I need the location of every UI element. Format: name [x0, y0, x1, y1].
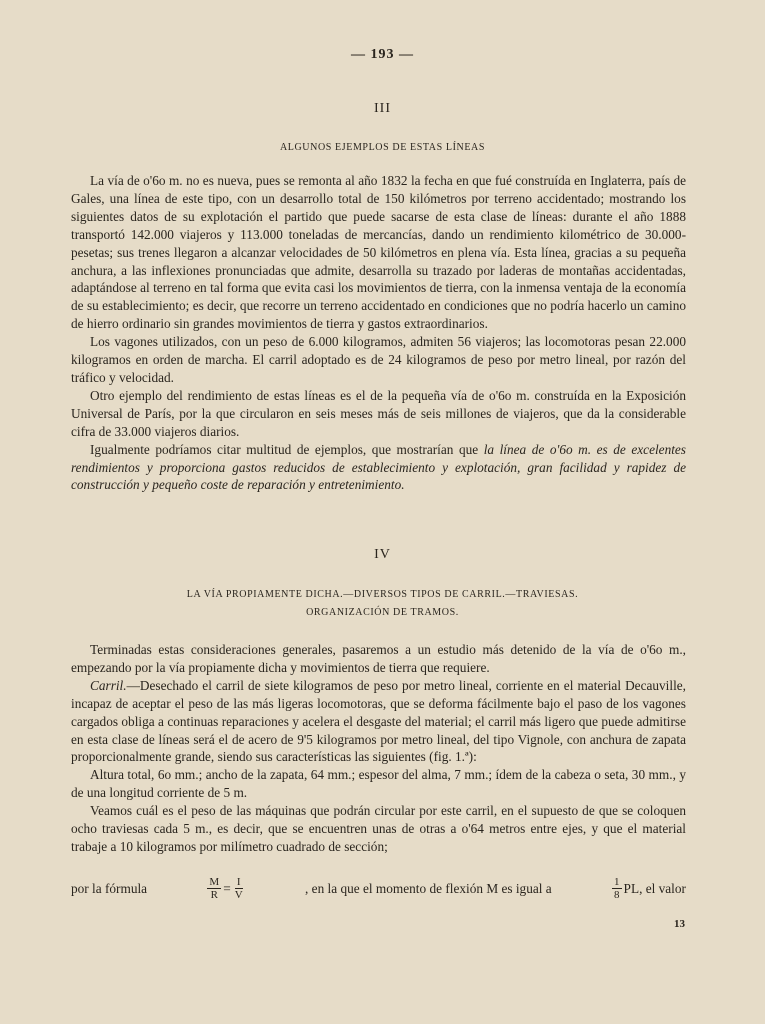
paragraph: Terminadas estas consideraciones generales, pasaremos a un estudio más detenido de la vía de o'6o m., empezando por la vía propiamente dicha y movimientos de tierra que requiere. — [71, 642, 686, 675]
formula-suffix: PL, el valor — [623, 880, 686, 896]
section-3-numeral: III — [374, 101, 391, 116]
paragraph: Otro ejemplo del rendimiento de estas líneas es el de la pequeña vía de o'6o m. construída en la Exposición Universal de París, por la que circularon en seis meses más de seis millones de viajeros, que da la considerable cifra de 33.000 viajeros diarios. — [71, 387, 686, 439]
fraction-numerator: M — [209, 876, 220, 888]
run-in-heading: Carril. — [90, 677, 127, 693]
formula-line — [71, 876, 686, 901]
fraction-denominator: R — [210, 889, 218, 901]
section-3-title — [0, 139, 765, 157]
formula-prefix: por la fórmula — [71, 880, 148, 896]
section-4-title-line1: LA VÍA PROPIAMENTE DICHA.—DIVERSOS TIPOS DE CARRIL.—TRAVIESAS. — [186, 589, 579, 600]
paragraph-text: Igualmente podríamos citar multitud de ejemplos, que mostrarían que — [90, 441, 484, 457]
fraction-denominator: V — [234, 889, 243, 901]
paragraph: La vía de o'6o m. no es nueva, pues se remonta al año 1832 la fecha en que fué construída en Inglaterra, país de Gales, una línea de este tipo, con un desarrollo total de 150 kilómetros por terreno accidentado; mostrando los siguientes datos de su explotación el partido que puede sacarse de esta clase de líneas: durante el año 1888 transportó 142.000 viajeros y 113.000 toneladas de mercancías, dando un rendimiento kilométrico de 30.000-pesetas; sus trenes llegaron a alcanzar velocidades de 50 kilómetros en plena vía. Esta línea, gracias a su pequeña anchura, a las inflexiones pronunciadas que admite, desarrolla su trazado por laderas de montañas accidentadas, adaptándose al terreno en tal forma que evita casi los movimientos de tierra, con la inmensa ventaja de la economía de su establecimiento; es decir, que recorre un terreno accidentado en condiciones que no podría hacerlo un camino de hierro ordinario sin grandes movimientos de tierra y gastos extraordinarios. — [71, 173, 686, 332]
section-4-title-line2: ORGANIZACIÓN DE TRAMOS. — [306, 607, 459, 618]
section-4-body — [71, 641, 686, 856]
fraction-m-over-r — [207, 876, 221, 901]
equals-sign: = — [223, 880, 231, 896]
paragraph — [71, 677, 686, 767]
fraction-one-eighth — [612, 876, 622, 901]
fraction-denominator: 8 — [614, 889, 620, 901]
paragraph: Los vagones utilizados, con un peso de 6.000 kilogramos, admiten 56 viajeros; las locomotoras pesan 22.000 kilogramos en orden de marcha. El carril adoptado es de 24 kilogramos de peso por metro lineal, por razón del tráfico y velocidad. — [71, 334, 686, 385]
signature-mark: 13 — [674, 918, 685, 930]
paragraph — [71, 441, 686, 495]
section-3-title-text: ALGUNOS EJEMPLOS DE ESTAS LÍNEAS — [279, 142, 486, 153]
section-4-numeral: IV — [374, 547, 391, 562]
fraction-i-over-v — [233, 876, 245, 901]
formula — [205, 876, 246, 901]
paragraph: Veamos cuál es el peso de las máquinas que podrán circular por este carril, en el supuesto de que se coloquen ocho traviesas cada 5 m., es decir, que se encuentren unas de otras a o'64 metros entre ejes, y que el material trabaje a 10 kilogramos por milímetro cuadrado de sección; — [71, 803, 686, 854]
section-4-title — [0, 586, 765, 622]
paragraph-text: —Desechado el carril de siete kilogramos de peso por metro lineal, corriente en el material Decauville, incapaz de aceptar el peso de las más ligeras locomotoras, que se deforma fácilmente bajo el paso de los vagones cargados obliga a continuas reparaciones y acelera el desgaste del material; el carril más ligero que puede admitirse en esta clase de líneas será el de acero de 9'5 kilogramos por metro lineal, del tipo Vignole, con anchura de zapata proporcionalmente grande, siendo sus características las siguientes (fig. 1.ª): — [71, 677, 686, 765]
paragraph: Altura total, 6o mm.; ancho de la zapata, 64 mm.; espesor del alma, 7 mm.; ídem de la cabeza o seta, 30 mm., y de una longitud corriente de 5 m. — [71, 767, 686, 801]
section-3-body — [71, 172, 686, 494]
formula-tail — [610, 876, 686, 901]
italic-conclusion: la línea de o'6o m. es de excelentes rendimientos y proporciona gastos reducidos de establecimiento y explotación, gran facilidad y rapidez de construcción y pequeño coste de reparación y entretenimiento. — [71, 441, 686, 493]
formula-middle: , en la que el momento de flexión M es igual a — [305, 880, 552, 896]
fraction-numerator: 1 — [614, 876, 620, 888]
fraction-numerator: I — [236, 876, 241, 888]
page-number: — 193 — — [351, 47, 414, 62]
